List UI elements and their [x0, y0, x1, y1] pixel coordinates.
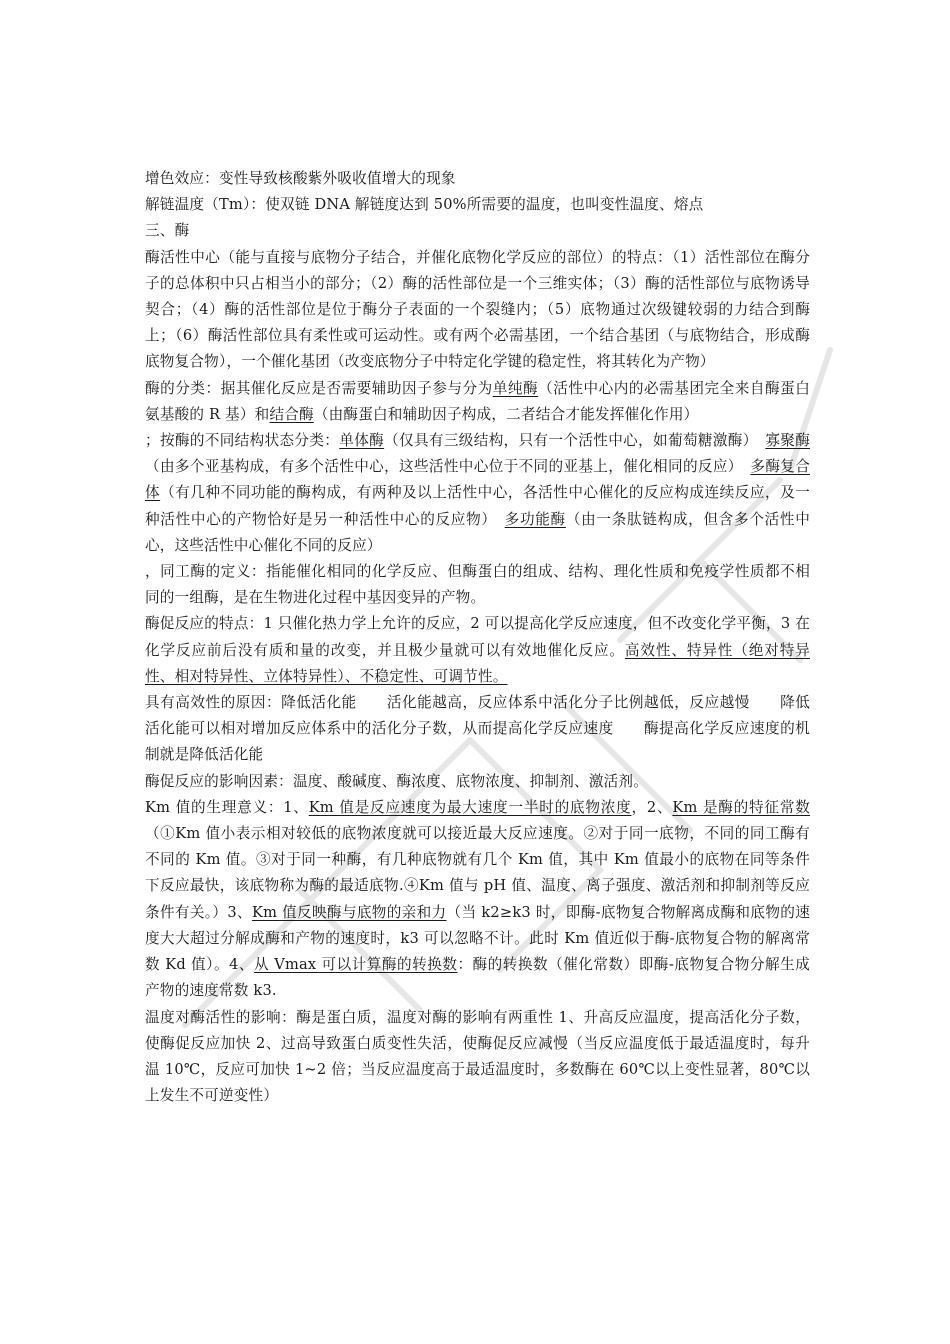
paragraph	[145, 769, 810, 795]
underlined-term: 单纯酶	[492, 379, 539, 397]
text-segment: （有几种不同功能的酶构成，有两种及以上活性中心，各活性中心催化的反应构成连续反应，及一种活性中心的产物恰好是另一种活性中心的反应物）	[145, 484, 810, 528]
text-segment: （①Km 值小表示相对较低的底物浓度就可以接近最大反应速度。②对于同一底物，不同的同工酶有不同的 Km 值。③对于同一种酶，有几种底物就有几个 Km 值，其中 Km 值最小的底物在同等条件下反应最快，该底物称为酶的最适底物.④Km 值与 pH 值、温度、离子强度、激活剂和抑制剂等反应条件有关。）3、	[145, 825, 810, 921]
document-body	[145, 166, 810, 1109]
text-segment: 酶促反应的影响因素：温度、酸碱度、酶浓度、底物浓度、抑制剂、激活剂。	[145, 772, 648, 790]
underlined-term: 高效性、特异性（绝对特异性、相对特异性、立体特异性）、不稳定性、可调节性。	[145, 641, 811, 685]
paragraph	[145, 611, 810, 690]
text-segment: 酶促反应的特点：1 只催化热力学上允许的反应，2 可以提高化学反应速度，但不改变化学平衡，3 在化学反应前后没有质和量的改变，并且极少量就可以有效地催化反应。	[145, 615, 810, 659]
paragraph	[145, 245, 810, 376]
text-segment: 增色效应：变性导致核酸紫外吸收值增大的现象	[145, 170, 456, 187]
text-segment: 酶的分类：据其催化反应是否需要辅助因子参与分为	[145, 379, 493, 397]
underlined-term: 多功能酶	[504, 510, 566, 528]
text-segment: ，同工酶的定义：指能催化相同的化学反应、但酶蛋白的组成、结构、理化性质和免疫学性质都不相同的一组酶，是在生物进化过程中基因变异的产物。	[145, 563, 810, 607]
underlined-term: Km 值反映酶与底物的亲和力	[251, 903, 447, 921]
paragraph	[145, 376, 810, 428]
text-segment: 解链温度（Tm）：使双链 DNA 解链度达到 50%所需要的温度，也叫变性温度、熔点	[145, 196, 704, 214]
text-segment: ：酶的转换数（催化常数）即酶-底物复合物分解生成产物的速度常数 k3.	[145, 956, 810, 1000]
paragraph	[145, 428, 810, 559]
paragraph	[145, 690, 810, 769]
text-segment: Km 值的生理意义：1、	[145, 798, 309, 816]
underlined-term: Km 是酶的特征常数	[672, 798, 810, 816]
underlined-term: 寡聚酶	[765, 432, 810, 450]
underlined-term: 多酶复合体	[145, 458, 810, 502]
underlined-term: 结合酶	[269, 405, 314, 423]
text-segment: （活性中心内的必需基团完全来自酶蛋白氨基酸的 R 基）和	[145, 379, 810, 423]
paragraph	[145, 559, 810, 611]
paragraph	[145, 1005, 810, 1110]
text-segment: （由一条肽链构成，但含多个活性中心，这些活性中心催化不同的反应）	[145, 510, 810, 554]
text-segment: （当 k2≥k3 时，即酶-底物复合物解离成酶和底物的速度大大超过分解成酶和产物的速度时，k3 可以忽略不计。此时 Km 值近似于酶-底物复合物的解离常数 Kd 值）。4、	[145, 903, 811, 974]
text-segment: 酶活性中心（能与直接与底物分子结合，并催化底物化学反应的部位）的特点：（1）活性部位在酶分子的总体积中只占相当小的部分；（2）酶的活性部位是一个三维实体；（3）酶的活性部位与底物诱导契合；（4）酶的活性部位是位于酶分子表面的一个裂缝内；（5）底物通过次级键较弱的力结合到酶上；（6）酶活性部位具有柔性或可运动性。或有两个必需基团，一个结合基团（与底物结合，形成酶底物复合物），一个催化基团（改变底物分子中特定化学键的稳定性，将其转化为产物）	[145, 248, 810, 371]
text-segment: 具有高效性的原因：降低活化能 活化能越高，反应体系中活化分子比例越低，反应越慢 降低活化能可以相对增加反应体系中的活化分子数，从而提高化学反应速度 酶提高化学反应速度的机制就是降低活化能	[145, 694, 810, 764]
underlined-term: 从 Vmax 可以计算酶的转换数	[253, 956, 458, 974]
text-segment: （由酶蛋白和辅助因子构成，二者结合才能发挥催化作用）	[313, 405, 699, 423]
underlined-term: 单体酶	[339, 432, 385, 450]
underlined-term: Km 值是反应速度为最大速度一半时的底物浓度	[308, 798, 632, 816]
text-segment: 温度对酶活性的影响：酶是蛋白质，温度对酶的影响有两重性 1、升高反应温度，提高活化分子数，使酶促反应加快 2、过高导致蛋白质变性失活，使酶促反应减慢（当反应温度低于最适温度时，每升温 10℃，反应可加快 1~2 倍；当反应温度高于最适温度时，多数酶在 60℃以上变性显著，80℃以上发生不可逆变性）	[145, 1008, 810, 1105]
paragraph	[145, 218, 810, 244]
paragraph	[145, 795, 810, 1005]
text-segment: （由多个亚基构成，有多个活性中心，这些活性中心位于不同的亚基上，催化相同的反应）	[145, 458, 751, 476]
paragraph	[145, 192, 810, 218]
text-segment: （仅具有三级结构，只有一个活性中心，如葡萄糖激酶）	[384, 432, 766, 450]
text-segment: ；按酶的不同结构状态分类：	[145, 432, 340, 450]
paragraph	[145, 166, 810, 192]
text-segment: 三、酶	[145, 222, 190, 240]
text-segment: ，2、	[631, 798, 673, 816]
